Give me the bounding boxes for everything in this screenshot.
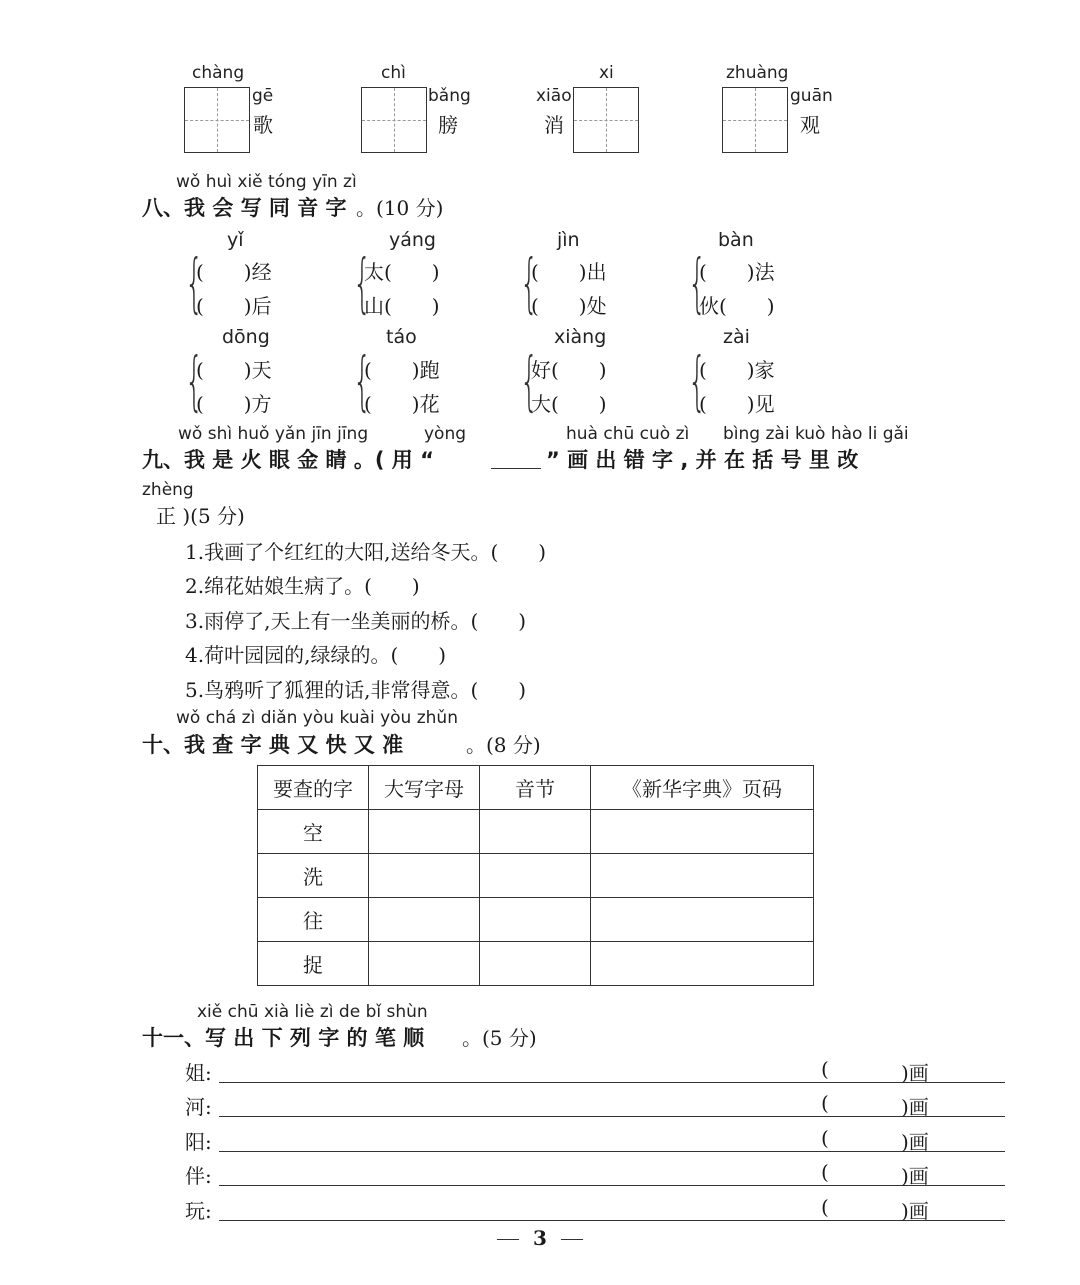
brace: { <box>688 247 707 321</box>
blank-bottom[interactable]: ( )见 <box>699 392 775 416</box>
section-points: 。(10 分) <box>356 196 444 220</box>
brace: { <box>520 247 539 321</box>
table-row <box>258 810 814 854</box>
brace: { <box>520 345 539 419</box>
writing-box[interactable] <box>361 87 427 153</box>
brace: { <box>353 247 372 321</box>
section-title-pinyin: yòng <box>424 424 467 444</box>
answer-cell[interactable] <box>591 898 814 942</box>
answer-cell[interactable] <box>591 810 814 854</box>
answer-line[interactable] <box>219 1082 1005 1083</box>
brace: { <box>353 345 372 419</box>
brace: { <box>688 345 707 419</box>
answer-cell[interactable] <box>369 898 480 942</box>
answer-cell[interactable] <box>591 854 814 898</box>
hint-pinyin: bǎng <box>428 86 471 106</box>
count-close: )画 <box>901 1095 929 1119</box>
answer-cell[interactable] <box>591 942 814 986</box>
count-close: )画 <box>901 1061 929 1085</box>
hint-char: 观 <box>800 113 820 137</box>
stroke-order-row <box>185 1160 945 1190</box>
blank-bottom[interactable]: ( )处 <box>531 294 607 318</box>
count-close: )画 <box>901 1164 929 1188</box>
brace: { <box>185 247 204 321</box>
sentence-item[interactable]: 4.荷叶园园的,绿绿的。( ) <box>185 643 447 667</box>
group-pinyin: jìn <box>557 229 580 251</box>
sentence-item[interactable]: 5.鸟鸦听了狐狸的话,非常得意。( ) <box>185 678 527 702</box>
section-points: 。(5 分) <box>462 1026 537 1050</box>
count-open: ( <box>821 1057 829 1081</box>
group-pinyin: zài <box>723 326 750 348</box>
blank-bottom[interactable]: ( )后 <box>196 294 272 318</box>
blank-bottom[interactable]: ( )花 <box>364 392 440 416</box>
dictionary-table <box>257 765 814 986</box>
blank-bottom[interactable]: ( )方 <box>196 392 272 416</box>
blank-top[interactable]: ( )经 <box>196 260 272 284</box>
writing-box[interactable] <box>573 87 639 153</box>
footer-dash <box>497 1239 519 1240</box>
blank-top[interactable]: ( )跑 <box>364 358 440 382</box>
section-title-pinyin: wǒ chá zì diǎn yòu kuài yòu zhǔn <box>176 708 458 728</box>
count-close: )画 <box>901 1199 929 1223</box>
stroke-char: 阳: <box>185 1130 212 1154</box>
row-char: 往 <box>258 898 369 942</box>
count-open: ( <box>821 1160 829 1184</box>
stroke-char: 伴: <box>185 1164 212 1188</box>
table-row <box>258 942 814 986</box>
hint-char: 歌 <box>253 113 273 137</box>
brace: { <box>185 345 204 419</box>
pinyin: chì <box>381 63 406 83</box>
stroke-order-row <box>185 1126 945 1156</box>
section-title: 八、我 会 写 同 音 字 <box>142 196 347 220</box>
row-char: 捉 <box>258 942 369 986</box>
blank-bottom[interactable]: 伙( ) <box>699 294 775 318</box>
table-header: 音节 <box>480 766 591 810</box>
count-close: )画 <box>901 1130 929 1154</box>
answer-line[interactable] <box>219 1151 1005 1152</box>
table-header-row <box>258 766 814 810</box>
sentence-item[interactable]: 2.绵花姑娘生病了。( ) <box>185 574 420 598</box>
pinyin: zhuàng <box>726 63 789 83</box>
stroke-char: 玩: <box>185 1199 212 1223</box>
hint-pinyin: guān <box>790 86 833 106</box>
blank-bottom[interactable]: 山( ) <box>364 294 440 318</box>
group-pinyin: yǐ <box>227 229 244 251</box>
stroke-order-row <box>185 1091 945 1121</box>
count-open: ( <box>821 1091 829 1115</box>
page-number: 3 <box>533 1226 547 1250</box>
blank-top[interactable]: ( )法 <box>699 260 775 284</box>
answer-cell[interactable] <box>480 942 591 986</box>
blank-top[interactable]: ( )天 <box>196 358 272 382</box>
underline-sample <box>491 468 541 469</box>
section-title-pinyin: wǒ shì huǒ yǎn jīn jīng <box>178 424 369 444</box>
answer-line[interactable] <box>219 1220 1005 1221</box>
hint-pinyin: gē <box>252 86 274 106</box>
blank-top[interactable]: ( )出 <box>531 260 607 284</box>
hint-char: 膀 <box>438 113 458 137</box>
table-header: 要查的字 <box>258 766 369 810</box>
row-char: 洗 <box>258 854 369 898</box>
section-title-end: ” 画 出 错 字 , 并 在 括 号 里 改 <box>546 448 859 472</box>
group-pinyin: xiàng <box>554 326 607 348</box>
table-header: 大写字母 <box>369 766 480 810</box>
stroke-order-row <box>185 1057 945 1087</box>
group-pinyin: táo <box>386 326 417 348</box>
group-pinyin: bàn <box>718 229 754 251</box>
answer-cell[interactable] <box>480 854 591 898</box>
pinyin: chàng <box>192 63 245 83</box>
answer-cell[interactable] <box>480 898 591 942</box>
blank-top[interactable]: 太( ) <box>364 260 440 284</box>
section-title-pinyin: bìng zài kuò hào li gǎi <box>723 424 909 444</box>
answer-cell[interactable] <box>480 810 591 854</box>
section-title: 十一、写 出 下 列 字 的 笔 顺 <box>142 1026 425 1050</box>
answer-line[interactable] <box>219 1185 1005 1186</box>
sentence-item[interactable]: 1.我画了个红红的大阳,送给冬天。( ) <box>185 540 547 564</box>
page-footer <box>0 1226 1080 1250</box>
hint-pinyin: xiāo <box>536 86 572 106</box>
section-title-pinyin: xiě chū xià liè zì de bǐ shùn <box>197 1002 428 1022</box>
answer-cell[interactable] <box>369 854 480 898</box>
row-char: 空 <box>258 810 369 854</box>
sentence-item[interactable]: 3.雨停了,天上有一坐美丽的桥。( ) <box>185 609 527 633</box>
blank-bottom[interactable]: 大( ) <box>531 392 607 416</box>
section-title-pinyin: wǒ huì xiě tóng yīn zì <box>176 172 357 192</box>
writing-box[interactable] <box>722 87 788 153</box>
stroke-char: 姐: <box>185 1061 212 1085</box>
blank-top[interactable]: ( )家 <box>699 358 775 382</box>
count-open: ( <box>821 1126 829 1150</box>
group-pinyin: dōng <box>222 326 270 348</box>
answer-cell[interactable] <box>369 810 480 854</box>
table-header: 《新华字典》页码 <box>591 766 814 810</box>
section-title-line2: 正 )(5 分) <box>156 504 245 528</box>
section-title-pinyin: zhèng <box>142 480 194 500</box>
stroke-order-row <box>185 1195 945 1225</box>
table-row <box>258 854 814 898</box>
section-points: 。(8 分) <box>466 733 541 757</box>
stroke-char: 河: <box>185 1095 212 1119</box>
section-title-pinyin: huà chū cuò zì <box>566 424 690 444</box>
count-open: ( <box>821 1195 829 1219</box>
section-title: 九、我 是 火 眼 金 睛 。( 用 “ <box>142 448 434 472</box>
answer-cell[interactable] <box>369 942 480 986</box>
hint-char: 消 <box>544 113 564 137</box>
answer-line[interactable] <box>219 1116 1005 1117</box>
table-row <box>258 898 814 942</box>
section-title: 十、我 查 字 典 又 快 又 准 <box>142 733 404 757</box>
writing-box[interactable] <box>184 87 250 153</box>
pinyin: xi <box>599 63 614 83</box>
footer-dash <box>561 1239 583 1240</box>
group-pinyin: yáng <box>389 229 436 251</box>
blank-top[interactable]: 好( ) <box>531 358 607 382</box>
